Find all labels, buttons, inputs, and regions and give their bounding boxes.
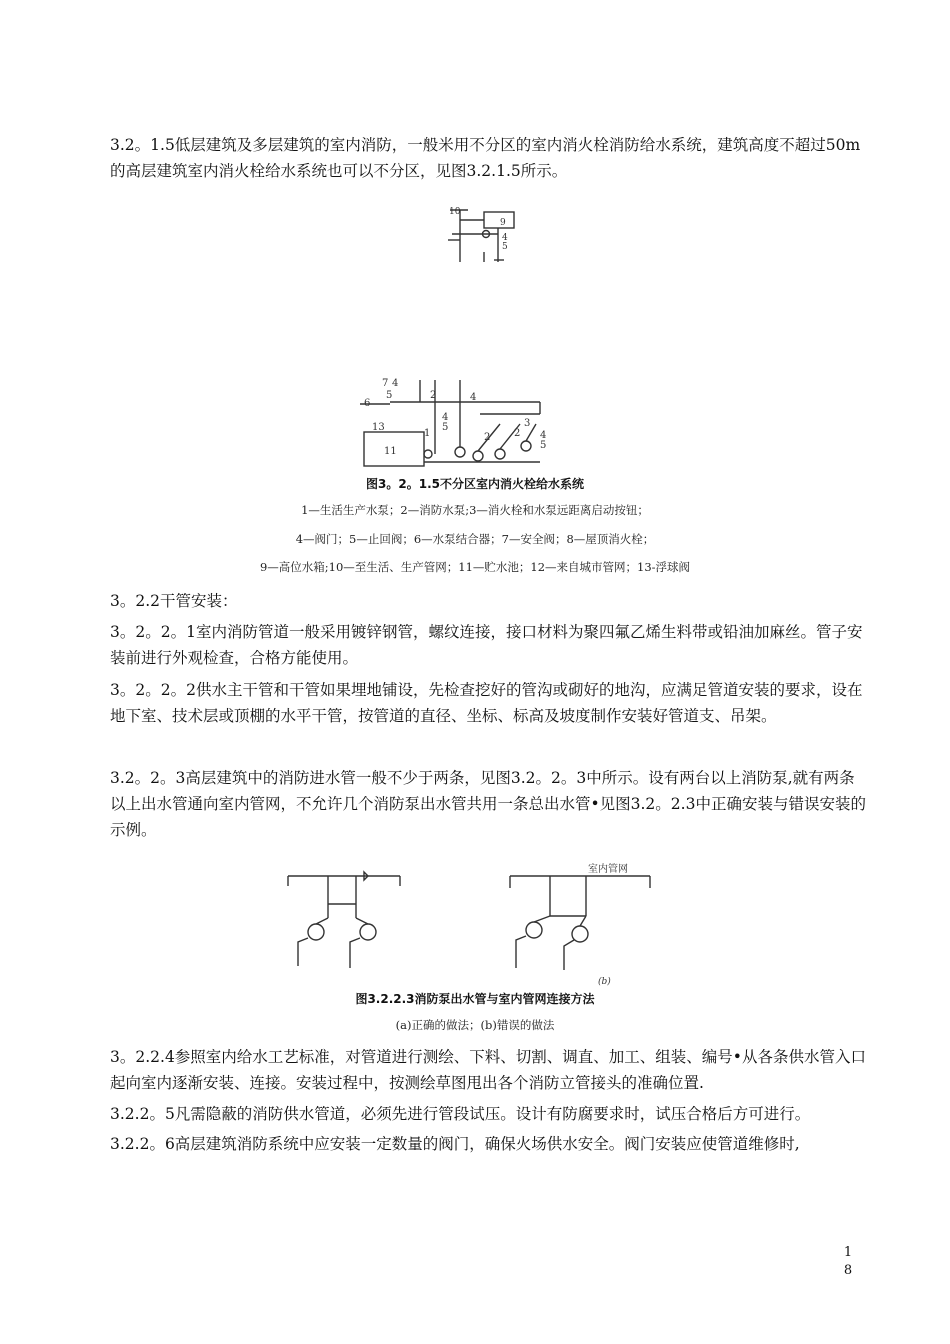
figure-3223-caption: 图3.2.2.3消防泵出水管与室内管网连接方法 (355, 992, 595, 1006)
fig2-label-4a: 4 (392, 378, 399, 389)
fig2-label-5b: 5 (442, 422, 449, 433)
figure-3215-legend-line-1: 1—生活生产水泵；2—消防水泵;3—消火栓和水泵远距离启动按钮； (301, 503, 649, 517)
fig2-label-4d: 4 (540, 430, 547, 441)
paragraph-3215: 3.2。1.5低层建筑及多层建筑的室内消防，一般米用不分区的室内消火栓消防给水系统，建筑高度不超过50m的高层建筑室内消火栓给水系统也可以不分区，见图3.2.1.5所示。 (110, 136, 861, 180)
fig2-label-2b: 2 (484, 432, 491, 443)
fig2-label-13: 13 (372, 422, 385, 433)
page-number: 1 8 (843, 1245, 853, 1278)
paragraph-3223: 3.2。2。3高层建筑中的消防进水管一般不少于两条，见图3.2。2。3中所示。设有两台以上消防泵,就有两条以上出水管通向室内管网，不允许几个消防泵出水管共用一条总出水管•见图3.2。2.3中正确安装与错误安装的示例。 (110, 769, 866, 839)
fig2-label-2a: 2 (430, 390, 437, 401)
figure-3215-caption: 图3。2。1.5不分区室内消火栓给水系统 (366, 477, 584, 491)
paragraph-3226: 3.2.2。6高层建筑消防系统中应安装一定数量的阀门，确保火场供水安全。阀门安装应使管道维修时, (110, 1135, 800, 1153)
fig3b-label-b: (b) (598, 977, 611, 986)
paragraph-3224: 3。2.2.4参照室内给水工艺标准，对管道进行测绘、下料、切割、调直、加工、组装、编号•从各条供水管入口起向室内逐渐安装、连接。安装过程中，按测绘草图甩出各个消防立管接头的准确位置. (110, 1048, 866, 1092)
heading-322: 3。2.2干管安装： (110, 592, 238, 610)
paragraph-3221: 3。2。2。1室内消防管道一般采用镀锌钢管，螺纹连接，接口材料为聚四氟乙烯生料带或铅油加麻丝。管子安装前进行外观检查，合格方能使用。 (110, 623, 863, 667)
paragraph-3225: 3.2.2。5凡需隐蔽的消防供水管道，必须先进行管段试压。设计有防腐要求时，试压合格后方可进行。 (110, 1105, 811, 1123)
fig2-label-2c: 2 (514, 428, 521, 439)
fig1-label-9: 9 (500, 218, 506, 228)
figure-3215-system-diagram (360, 374, 550, 470)
fig3b-label-indoor-network: 室内管网 (588, 864, 628, 875)
fig1-label-4: 4 (502, 233, 508, 243)
fig1-label-5: 5 (502, 242, 508, 252)
fig2-label-3: 3 (524, 418, 531, 429)
paragraph-3222: 3。2。2。2供水主干管和干管如果埋地铺设，先检查挖好的管沟或砌好的地沟，应满足管道安装的要求，设在地下室、技术层或顶棚的水平干管，按管道的直径、坐标、标高及坡度制作安装好管道支、吊架。 (110, 681, 863, 725)
pump-connection-wrong (502, 856, 652, 986)
fig2-label-1: 1 (424, 428, 431, 439)
fig2-label-6: 6 (364, 398, 371, 409)
fig2-label-4c: 4 (470, 392, 477, 403)
figure-3215-legend-line-3: 9—高位水箱;10—至生活、生产管网；11—贮水池；12—来自城市管网；13-浮球阀 (259, 560, 691, 574)
fig2-label-7: 7 (382, 378, 389, 389)
fig2-label-11: 11 (384, 446, 397, 457)
fig2-label-5a: 5 (386, 390, 393, 401)
figure-3223-subcaption: (a)正确的做法；(b)错误的做法 (395, 1018, 555, 1032)
fig2-label-4b: 4 (442, 412, 449, 423)
figure-3215-top-diagram (448, 204, 520, 266)
figure-3223-a-diagram (284, 856, 404, 978)
figure-3223-b-diagram (502, 856, 652, 986)
pump-connection-correct (284, 856, 404, 978)
fig1-label-10: 10 (449, 207, 461, 217)
fig2-label-5c: 5 (540, 440, 547, 451)
fire-hydrant-system-diagram (360, 374, 550, 470)
figure-3215-legend-line-2: 4—阀门；5—止回阀；6—水泵结合器；7—安全阀；8—屋顶消火栓； (295, 532, 655, 546)
pipe-schematic-small (448, 204, 520, 266)
